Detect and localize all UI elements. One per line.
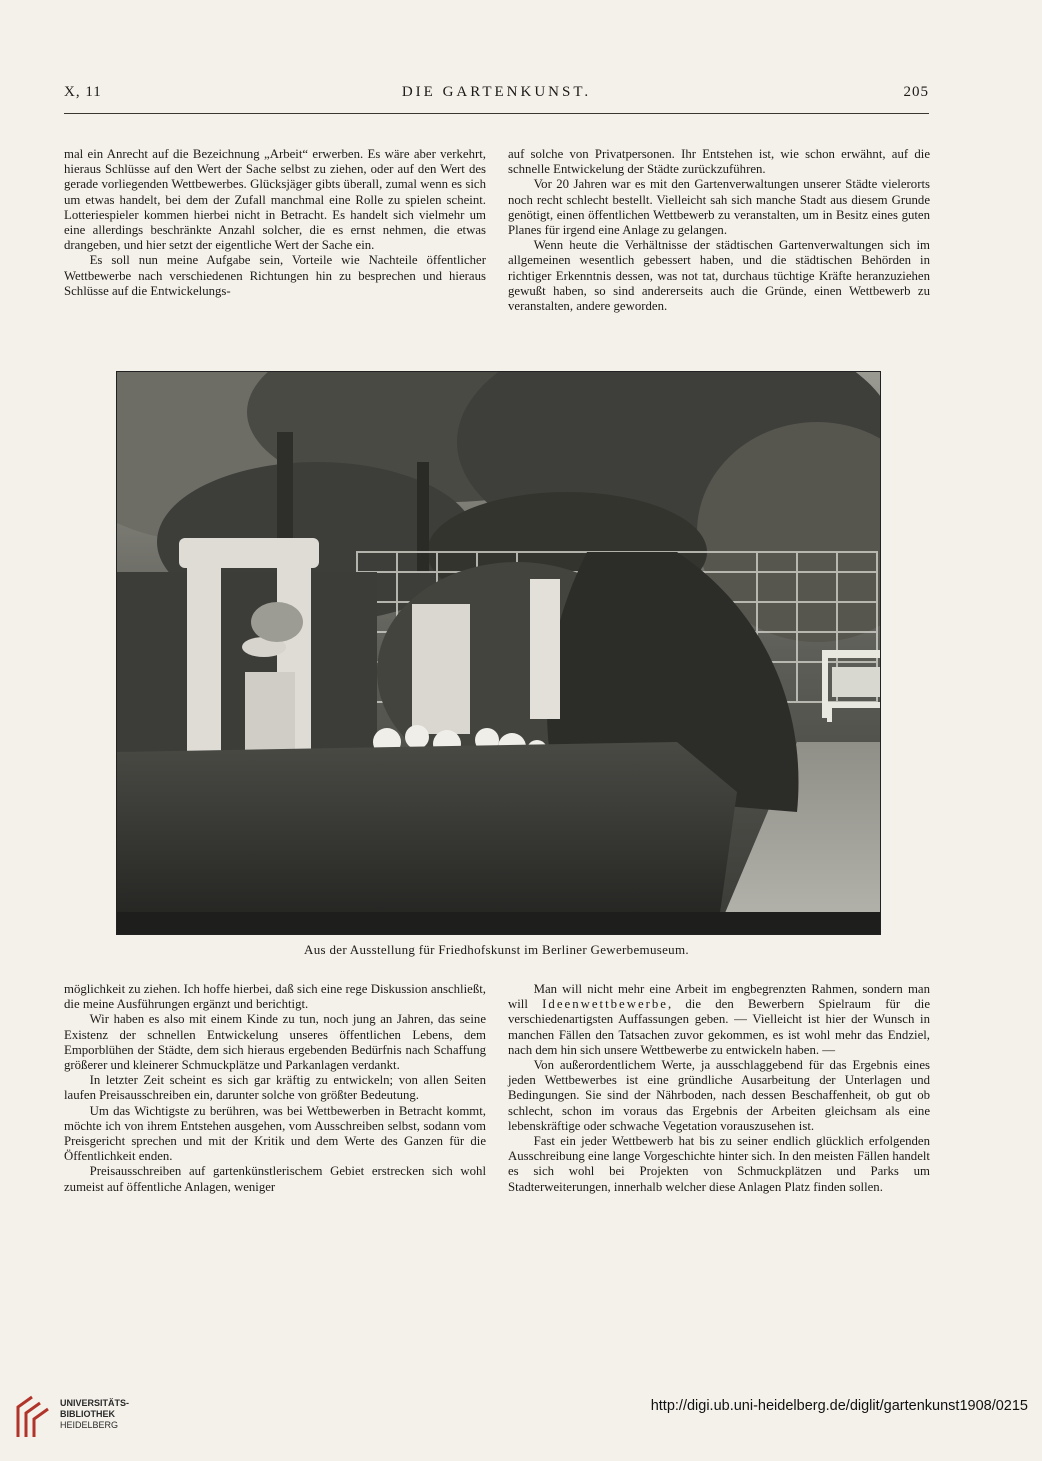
- library-name: [60, 1398, 129, 1431]
- figure-caption: Aus der Ausstellung für Friedhofskunst im Berliner Gewerbemuseum.: [304, 942, 689, 957]
- text-column-top-left: [64, 147, 486, 299]
- paragraph: Wenn heute die Verhältnisse der städtischen Gartenverwaltungen sich im allgemeinen wesentlich gebessert haben, und die städtischen Behörden in richtiger Erkenntnis dessen, was not tat, durchaus tüchtige Kräfte heranzuziehen gewußt haben, so sind andererseits auch die Gründe, einen Wettbewerb zu veranstalten, andere geworden.: [508, 238, 930, 314]
- paragraph: [508, 982, 930, 1058]
- paragraph: In letzter Zeit scheint es sich gar kräftig zu entwickeln; von allen Seiten laufen Preisausschreiben ein, darunter solche von größter Bedeutung.: [64, 1073, 486, 1103]
- paragraph: Es soll nun meine Aufgabe sein, Vorteile wie Nachteile öffentlicher Wettbewerbe nach verschiedenen Richtungen hin zu besprechen und hieraus Schlüsse auf die Entwickelungs-: [64, 253, 486, 298]
- text-run: Man will nicht mehr eine Arbeit im engbegrenzten Rahmen, sondern man will: [508, 982, 930, 1012]
- page-number: 205: [903, 84, 929, 100]
- paragraph: auf solche von Privatpersonen. Ihr Entstehen ist, wie schon erwähnt, auf die schnelle Entwickelung der Städte zurückzuführen.: [508, 147, 930, 177]
- logo-line: HEIDELBERG: [60, 1420, 119, 1430]
- photo-illustration: [117, 372, 880, 934]
- source-url-link[interactable]: http://digi.ub.uni-heidelberg.de/diglit/gartenkunst1908/0215: [650, 1398, 1028, 1414]
- cemetery-exhibition-photo: [116, 371, 881, 935]
- logo-line: UNIVERSITÄTS-: [60, 1398, 130, 1408]
- emphasis-spaced: Ideenwettbewerbe: [542, 997, 668, 1012]
- paragraph: Preisausschreiben auf gartenkünstlerischem Gebiet erstrecken sich wohl zumeist auf öffentliche Anlagen, weniger: [64, 1164, 486, 1194]
- journal-title: DIE GARTENKUNST.: [401, 84, 592, 100]
- paragraph: Fast ein jeder Wettbewerb hat bis zu seiner endlich glücklich erfolgenden Ausschreibung eine lange Vorgeschichte hinter sich. In den meisten Fällen handelt es sich wohl bei Projekten von Schmuckplätzen und Parks um Stadterweiterungen, innerhalb welcher diese Anlagen Platz finden sollen.: [508, 1134, 930, 1194]
- paragraph: mal ein Anrecht auf die Bezeichnung „Arbeit“ erwerben. Es wäre aber verkehrt, hieraus Schlüsse auf den Wert der Sache selbst zu ziehen, oder auf den Wert des gerade vorliegenden Wettbewerbes. Glücksjäger gibts überall, zumal wenn es sich um etwas handelt, bei dem der Zufall manchmal eine Rolle zu spielen scheint. Lotteriespieler kommen hierbei nicht in Betracht. Es handelt sich vielmehr um eine allerdings beschränkte Anzahl solcher, die es ernst nehmen, die etwas drangeben, und hier setzt der eigentliche Wert der Sache ein.: [64, 147, 486, 253]
- header-rule: [64, 113, 929, 114]
- running-head: [64, 84, 929, 106]
- paragraph: Um das Wichtigste zu berühren, was bei Wettbewerben in Betracht kommt, möchte ich von ihrem Entstehen ausgehen, vom Ausschreiben selbst, sodann vom Preisgericht sprechen und mit der Kritik und dem Werte des Ganzen für die Öffentlichkeit enden.: [64, 1103, 486, 1164]
- paragraph: Von außerordentlichem Werte, ja ausschlaggebend für das Ergebnis eines jeden Wettbewerbes ist eine gründliche Ausarbeitung der Unterlagen und Bedingungen. Sie sind der Nährboden, nach dessen Beschaffenheit, ob gut ob schlecht, schon im voraus das Ergebnis der Arbeiten gleichsam als eine lebenskräftige oder schwache Vegetation vorauszusehen ist.: [508, 1058, 930, 1133]
- logo-line: BIBLIOTHEK: [60, 1409, 115, 1419]
- text-column-bottom-right: [508, 982, 930, 1195]
- volume-issue: X, 11: [64, 84, 102, 100]
- text-column-top-right: [508, 147, 930, 314]
- text-run: , die den Bewerbern Spielraum für die verschiedenartigsten Auffassungen geben. — Vielleicht ist hier der Wunsch in manchen Fällen den Tatsachen zuvor gekommen, es ist wohl mehr das Endziel, nach dem hin sich unsere Wettbewerbe zu entwickeln haben. —: [508, 997, 931, 1057]
- paragraph: Vor 20 Jahren war es mit den Gartenverwaltungen unserer Städte vielerorts noch recht schlecht bestellt. Vielleicht sah sich manche Stadt aus diesem Grunde genötigt, einen öffentlichen Wettbewerb zu veranstalten, um in Besitz eines guten Planes für irgend eine Anlage zu gelangen.: [508, 177, 930, 238]
- text-column-bottom-left: [64, 982, 486, 1195]
- library-logo[interactable]: [14, 1393, 154, 1443]
- paragraph: Wir haben es also mit einem Kinde zu tun, noch jung an Jahren, das seine Existenz der schnellen Entwickelung unseres öffentlichen Lebens, dem Emporblühen der Städte, dem sich hieraus ergebenden Bedürfnis nach Schaffung größerer und kleinerer Schmuckplätze und Parkanlagen verdankt.: [64, 1012, 486, 1073]
- paragraph: möglichkeit zu ziehen. Ich hoffe hierbei, daß sich eine rege Diskussion anschließt, die meine Ausführungen ergänzt und berichtigt.: [64, 982, 486, 1012]
- library-logo-icon: [14, 1393, 54, 1441]
